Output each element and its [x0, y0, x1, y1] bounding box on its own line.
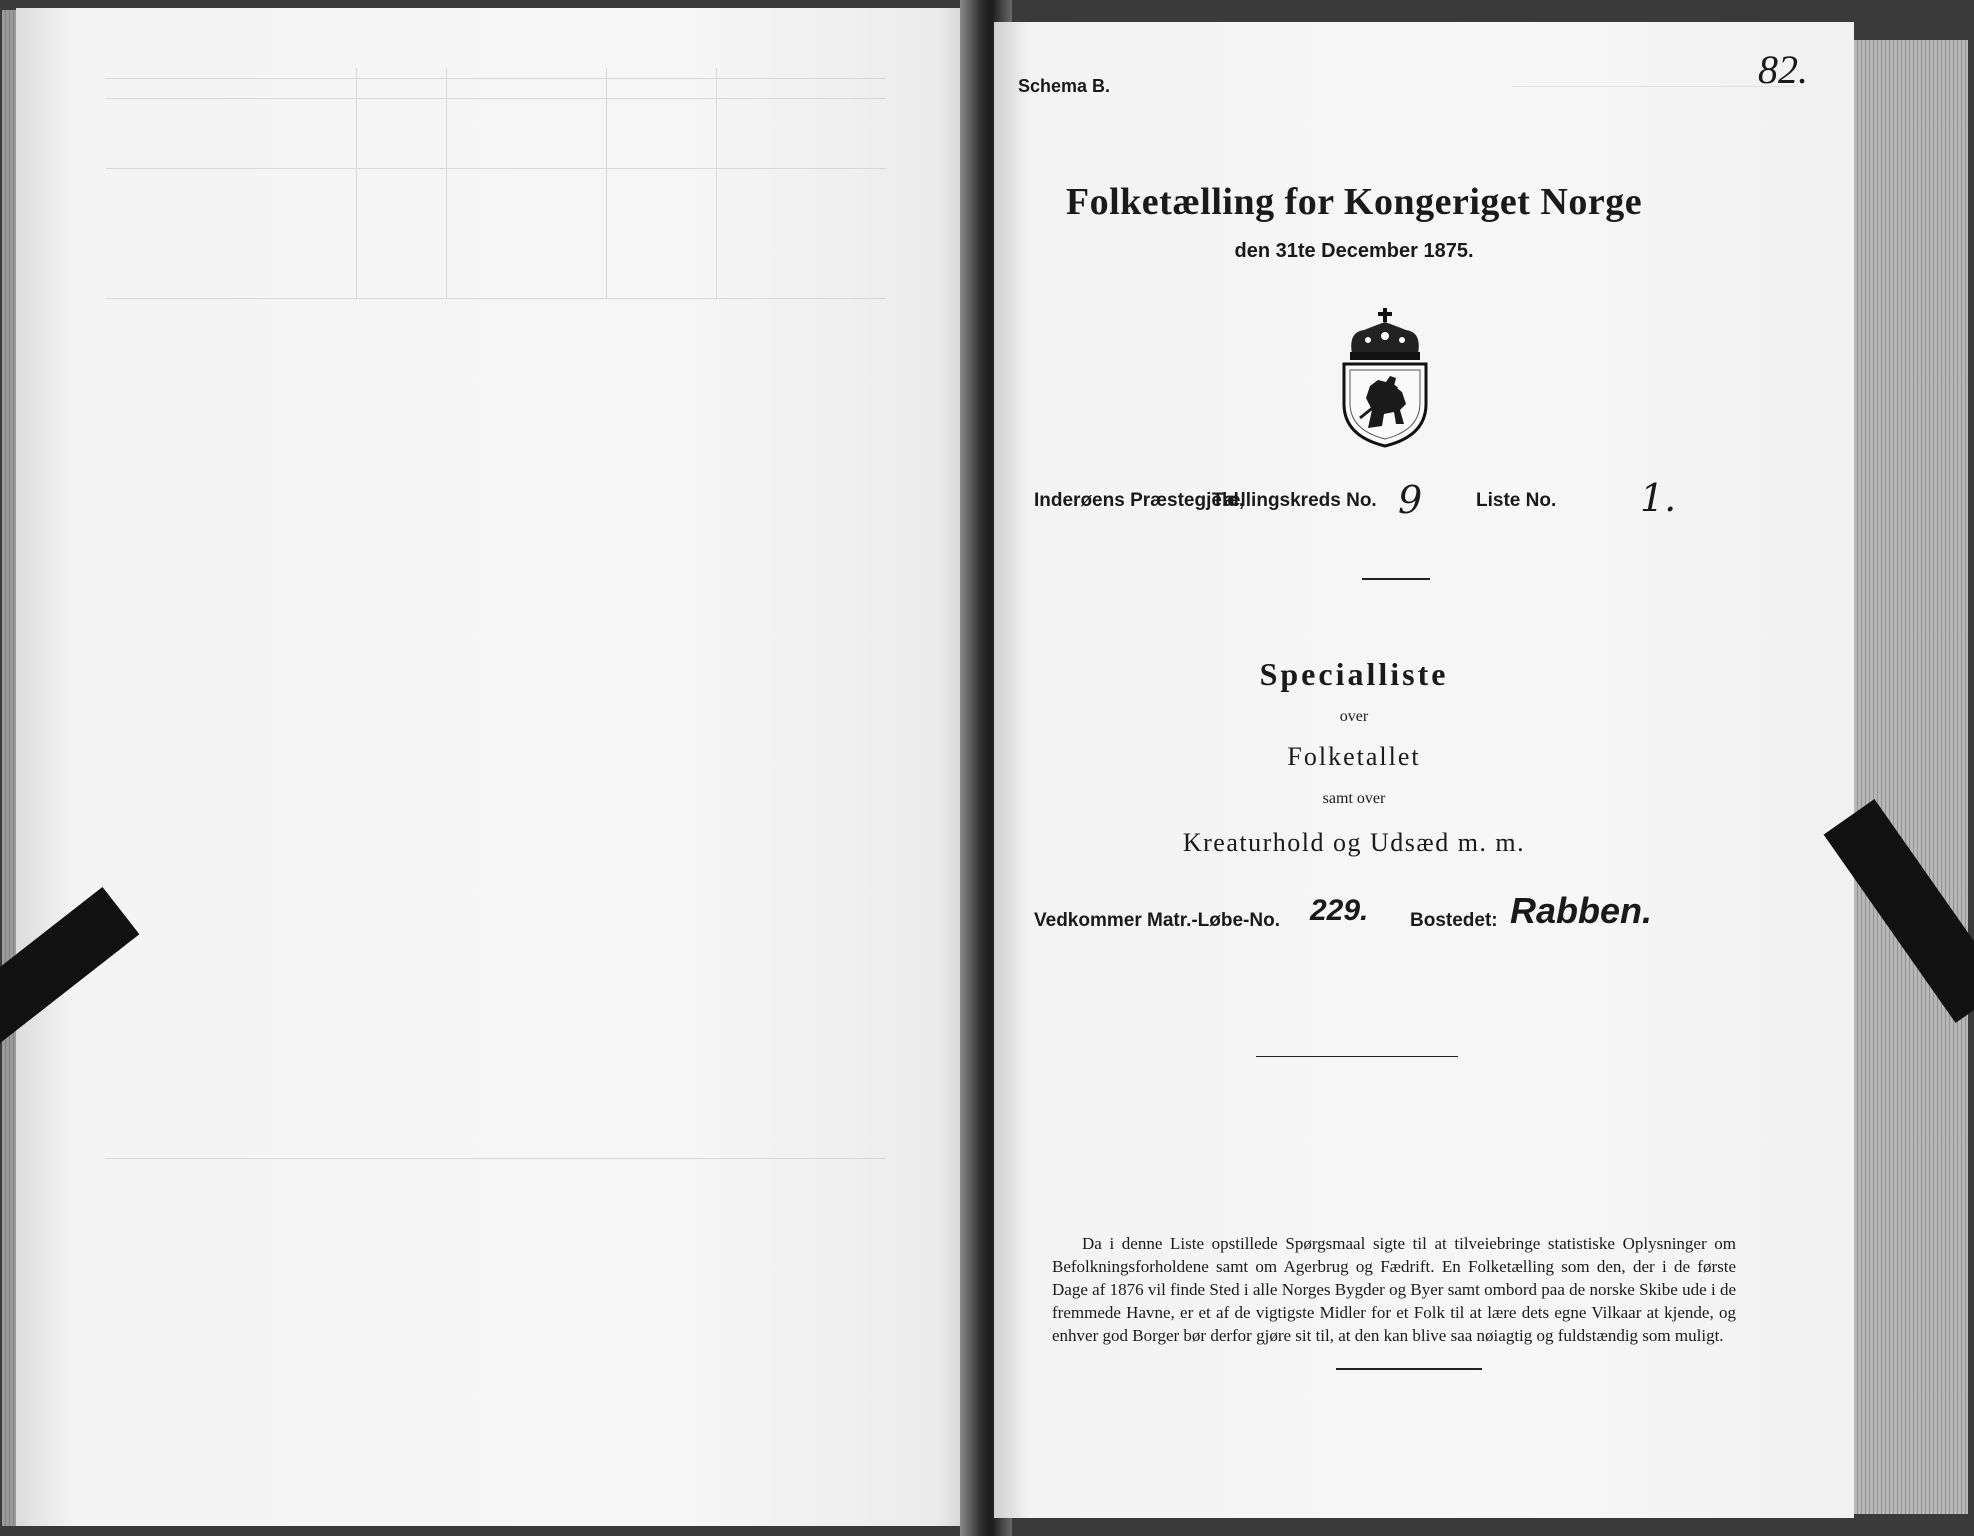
bosted-label: Bostedet: [1410, 910, 1498, 931]
divider [1362, 578, 1430, 580]
bosted-value: Rabben. [1510, 890, 1653, 931]
district-number: 9 [1398, 478, 1423, 522]
divider [1256, 1056, 1458, 1057]
samt-over-text: samt over [1322, 790, 1386, 807]
divider [1336, 1368, 1482, 1370]
left-page [16, 8, 974, 1526]
document-subtitle: den 31te December 1875. [1234, 240, 1474, 262]
matr-label: Vedkommer Matr.-Løbe-No. [1034, 910, 1280, 931]
folketallet-text: Folketallet [1287, 742, 1421, 771]
matr-number: 229. [1310, 894, 1369, 927]
page-number: 82. [1758, 47, 1808, 92]
instruction-paragraph: Da i denne Liste opstillede Spørgsmaal sigte til at tilveiebringe statistiske Oplysninger om Befolkningsforholdene samt om Agerbrug og Fædrift. En Folketælling som den, der i de første Dage af 1876 vil finde Sted i alle Norges Bygder og Byer samt ombord paa de norske Skibe ude i de fremmede Havne, er et af de vigtigste Midler for et Folk til at lære dets egne Vilkaar at kjende, og enhver god Borger bør derfor gjøre sit til, at den kan blive saa nøiagtig og fuldstændig som muligt. [1052, 1234, 1736, 1345]
kreaturhold-text: Kreaturhold og Udsæd m. m. [1182, 828, 1526, 857]
norwegian-coat-of-arms-icon [1330, 306, 1440, 448]
specialliste-heading: Specialliste [1259, 656, 1449, 692]
right-page-edges [1850, 40, 1968, 1514]
list-number: 1. [1640, 476, 1677, 520]
schema-label: Schema B. [1018, 76, 1111, 96]
over-text: over [1339, 708, 1369, 725]
list-label: Liste No. [1476, 490, 1557, 511]
document-title: Folketælling for Kongeriget Norge [1065, 181, 1643, 223]
parish-label: Inderøens Præstegjeld, [1034, 490, 1245, 511]
district-label: Tællingskreds No. [1212, 490, 1377, 511]
